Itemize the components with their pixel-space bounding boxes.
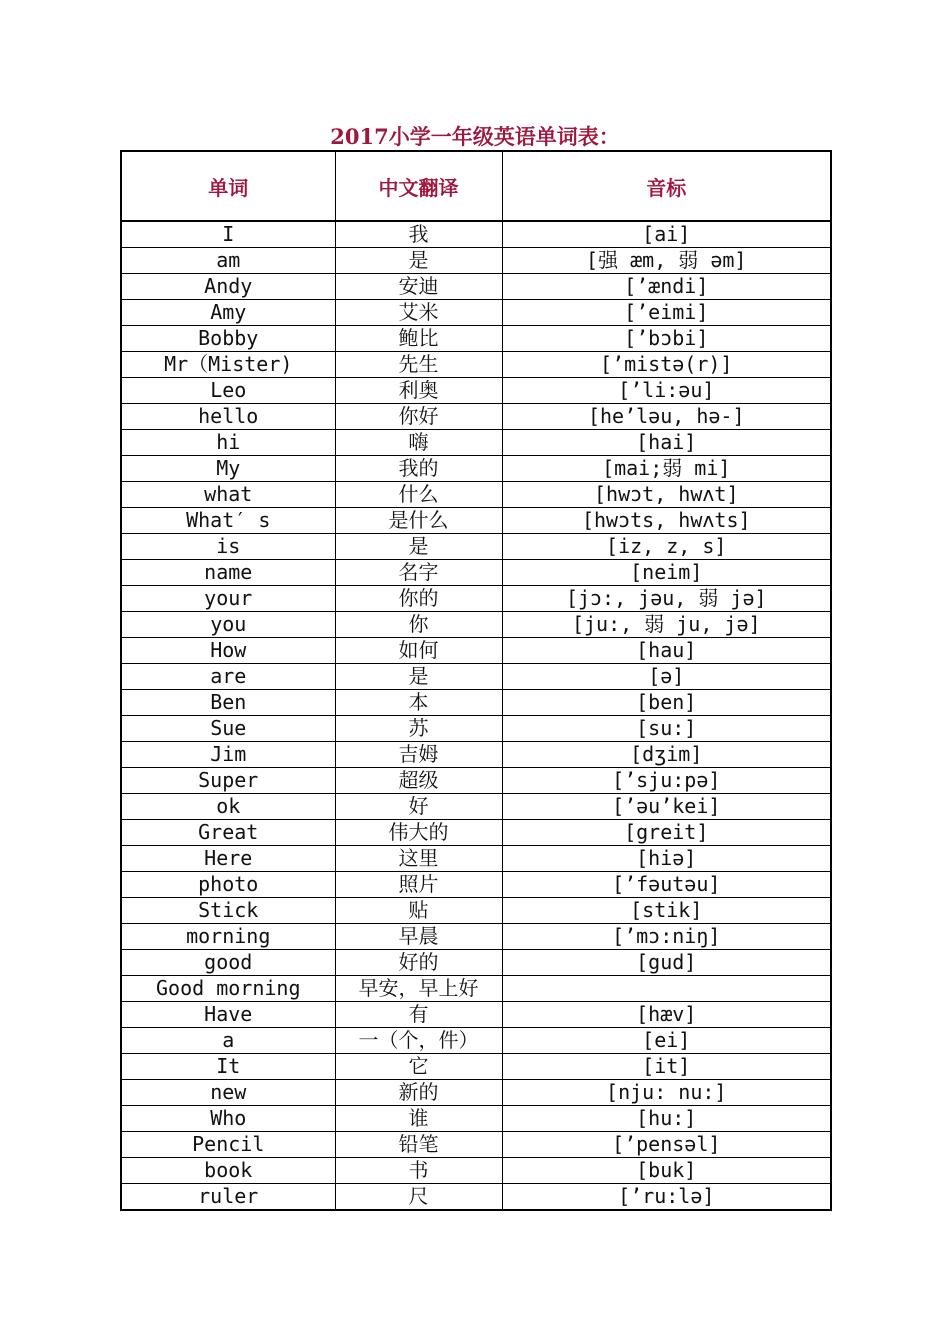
word-cell: Stick (121, 898, 335, 924)
header-word: 单词 (121, 151, 335, 221)
vocabulary-table (120, 150, 832, 1211)
translation-cell: 我的 (335, 456, 502, 482)
table-row (121, 716, 831, 742)
header-phonetic: 音标 (502, 151, 831, 221)
phonetic-cell: [dʒim] (502, 742, 831, 768)
word-cell: Andy (121, 274, 335, 300)
table-row (121, 300, 831, 326)
table-row (121, 1184, 831, 1211)
word-cell: photo (121, 872, 335, 898)
translation-cell: 好的 (335, 950, 502, 976)
table-row (121, 482, 831, 508)
phonetic-cell: [jɔ:, jəu, 弱 jə] (502, 586, 831, 612)
word-cell: Bobby (121, 326, 335, 352)
word-cell: Have (121, 1002, 335, 1028)
translation-cell: 嗨 (335, 430, 502, 456)
phonetic-cell: [hæv] (502, 1002, 831, 1028)
table-row (121, 1002, 831, 1028)
word-cell: Leo (121, 378, 335, 404)
table-row (121, 1158, 831, 1184)
phonetic-cell: [’mistə(r)] (502, 352, 831, 378)
word-cell: good (121, 950, 335, 976)
translation-cell: 是 (335, 664, 502, 690)
page-title: 2017小学一年级英语单词表： (330, 124, 620, 149)
translation-cell: 好 (335, 794, 502, 820)
translation-cell: 你 (335, 612, 502, 638)
phonetic-cell: [hwɔts, hwʌts] (502, 508, 831, 534)
phonetic-cell: [nju: nu:] (502, 1080, 831, 1106)
vocabulary-rows (121, 221, 831, 1210)
phonetic-cell: [hu:] (502, 1106, 831, 1132)
phonetic-cell: [hwɔt, hwʌt] (502, 482, 831, 508)
table-row (121, 1132, 831, 1158)
translation-cell: 利奥 (335, 378, 502, 404)
word-cell: ok (121, 794, 335, 820)
table-row (121, 1106, 831, 1132)
table-row (121, 768, 831, 794)
phonetic-cell: [’eimi] (502, 300, 831, 326)
word-cell: Ben (121, 690, 335, 716)
translation-cell: 铅笔 (335, 1132, 502, 1158)
table-row (121, 326, 831, 352)
translation-cell: 超级 (335, 768, 502, 794)
phonetic-cell: [’li:əu] (502, 378, 831, 404)
phonetic-cell: [neim] (502, 560, 831, 586)
word-cell: Good morning (121, 976, 335, 1002)
word-cell: are (121, 664, 335, 690)
word-cell: Amy (121, 300, 335, 326)
translation-cell: 苏 (335, 716, 502, 742)
word-cell: name (121, 560, 335, 586)
table-row (121, 950, 831, 976)
word-cell: ruler (121, 1184, 335, 1211)
table-row (121, 560, 831, 586)
phonetic-cell: [greit] (502, 820, 831, 846)
phonetic-cell: [mai;弱 mi] (502, 456, 831, 482)
translation-cell: 我 (335, 221, 502, 248)
word-cell: hi (121, 430, 335, 456)
table-row (121, 352, 831, 378)
table-row (121, 1028, 831, 1054)
translation-cell: 本 (335, 690, 502, 716)
word-cell: Pencil (121, 1132, 335, 1158)
phonetic-cell: [ə] (502, 664, 831, 690)
translation-cell: 安迪 (335, 274, 502, 300)
table-row (121, 456, 831, 482)
table-row (121, 378, 831, 404)
word-cell: am (121, 248, 335, 274)
word-cell: hello (121, 404, 335, 430)
phonetic-cell: [buk] (502, 1158, 831, 1184)
table-header-row (121, 151, 831, 221)
translation-cell: 伟大的 (335, 820, 502, 846)
phonetic-cell: [hau] (502, 638, 831, 664)
table-row (121, 820, 831, 846)
header-translation: 中文翻译 (335, 151, 502, 221)
translation-cell: 如何 (335, 638, 502, 664)
table-row (121, 976, 831, 1002)
word-cell: Mr（Mister) (121, 352, 335, 378)
table-row (121, 274, 831, 300)
translation-cell: 照片 (335, 872, 502, 898)
phonetic-cell: [hiə] (502, 846, 831, 872)
translation-cell: 贴 (335, 898, 502, 924)
table-row (121, 690, 831, 716)
phonetic-cell: [ju:, 弱 ju, jə] (502, 612, 831, 638)
translation-cell: 什么 (335, 482, 502, 508)
translation-cell: 早安，早上好 (335, 976, 502, 1002)
word-cell: morning (121, 924, 335, 950)
translation-cell: 有 (335, 1002, 502, 1028)
word-cell: new (121, 1080, 335, 1106)
word-cell: is (121, 534, 335, 560)
phonetic-cell: [’fəutəu] (502, 872, 831, 898)
table-row (121, 404, 831, 430)
table-row (121, 794, 831, 820)
table-row (121, 534, 831, 560)
phonetic-cell: [ben] (502, 690, 831, 716)
word-cell: Here (121, 846, 335, 872)
translation-cell: 是什么 (335, 508, 502, 534)
table-row (121, 430, 831, 456)
word-cell: a (121, 1028, 335, 1054)
phonetic-cell: [ai] (502, 221, 831, 248)
phonetic-cell: [’ændi] (502, 274, 831, 300)
translation-cell: 艾米 (335, 300, 502, 326)
table-row (121, 742, 831, 768)
phonetic-cell: [强 æm, 弱 əm] (502, 248, 831, 274)
table-row (121, 508, 831, 534)
translation-cell: 是 (335, 534, 502, 560)
table-row (121, 586, 831, 612)
word-cell: Great (121, 820, 335, 846)
table-row (121, 872, 831, 898)
phonetic-cell: [hai] (502, 430, 831, 456)
translation-cell: 这里 (335, 846, 502, 872)
translation-cell: 一（个，件） (335, 1028, 502, 1054)
word-cell: Who (121, 1106, 335, 1132)
translation-cell: 你好 (335, 404, 502, 430)
table-row (121, 1054, 831, 1080)
translation-cell: 鲍比 (335, 326, 502, 352)
translation-cell: 吉姆 (335, 742, 502, 768)
table-row (121, 898, 831, 924)
translation-cell: 它 (335, 1054, 502, 1080)
phonetic-cell: [’əu’kei] (502, 794, 831, 820)
word-cell: It (121, 1054, 335, 1080)
phonetic-cell: [’ru:lə] (502, 1184, 831, 1211)
translation-cell: 谁 (335, 1106, 502, 1132)
translation-cell: 先生 (335, 352, 502, 378)
table-row (121, 612, 831, 638)
phonetic-cell: [’sju:pə] (502, 768, 831, 794)
phonetic-cell: [su:] (502, 716, 831, 742)
word-cell: book (121, 1158, 335, 1184)
translation-cell: 新的 (335, 1080, 502, 1106)
phonetic-cell: [iz, z, s] (502, 534, 831, 560)
translation-cell: 书 (335, 1158, 502, 1184)
word-cell: My (121, 456, 335, 482)
word-cell: What′ s (121, 508, 335, 534)
word-cell: I (121, 221, 335, 248)
word-cell: what (121, 482, 335, 508)
phonetic-cell: [it] (502, 1054, 831, 1080)
phonetic-cell (502, 976, 831, 1002)
translation-cell: 是 (335, 248, 502, 274)
translation-cell: 早晨 (335, 924, 502, 950)
phonetic-cell: [he’ləu, hə-] (502, 404, 831, 430)
phonetic-cell: [ei] (502, 1028, 831, 1054)
table-row (121, 638, 831, 664)
table-row (121, 248, 831, 274)
word-cell: Sue (121, 716, 335, 742)
word-cell: Jim (121, 742, 335, 768)
word-cell: Super (121, 768, 335, 794)
translation-cell: 尺 (335, 1184, 502, 1211)
word-cell: How (121, 638, 335, 664)
word-cell: your (121, 586, 335, 612)
table-row (121, 846, 831, 872)
translation-cell: 名字 (335, 560, 502, 586)
phonetic-cell: [’bɔbi] (502, 326, 831, 352)
phonetic-cell: [’pensəl] (502, 1132, 831, 1158)
translation-cell: 你的 (335, 586, 502, 612)
table-row (121, 924, 831, 950)
table-row (121, 664, 831, 690)
word-cell: you (121, 612, 335, 638)
phonetic-cell: [gud] (502, 950, 831, 976)
phonetic-cell: [’mɔ:niŋ] (502, 924, 831, 950)
table-row (121, 221, 831, 248)
phonetic-cell: [stik] (502, 898, 831, 924)
table-row (121, 1080, 831, 1106)
